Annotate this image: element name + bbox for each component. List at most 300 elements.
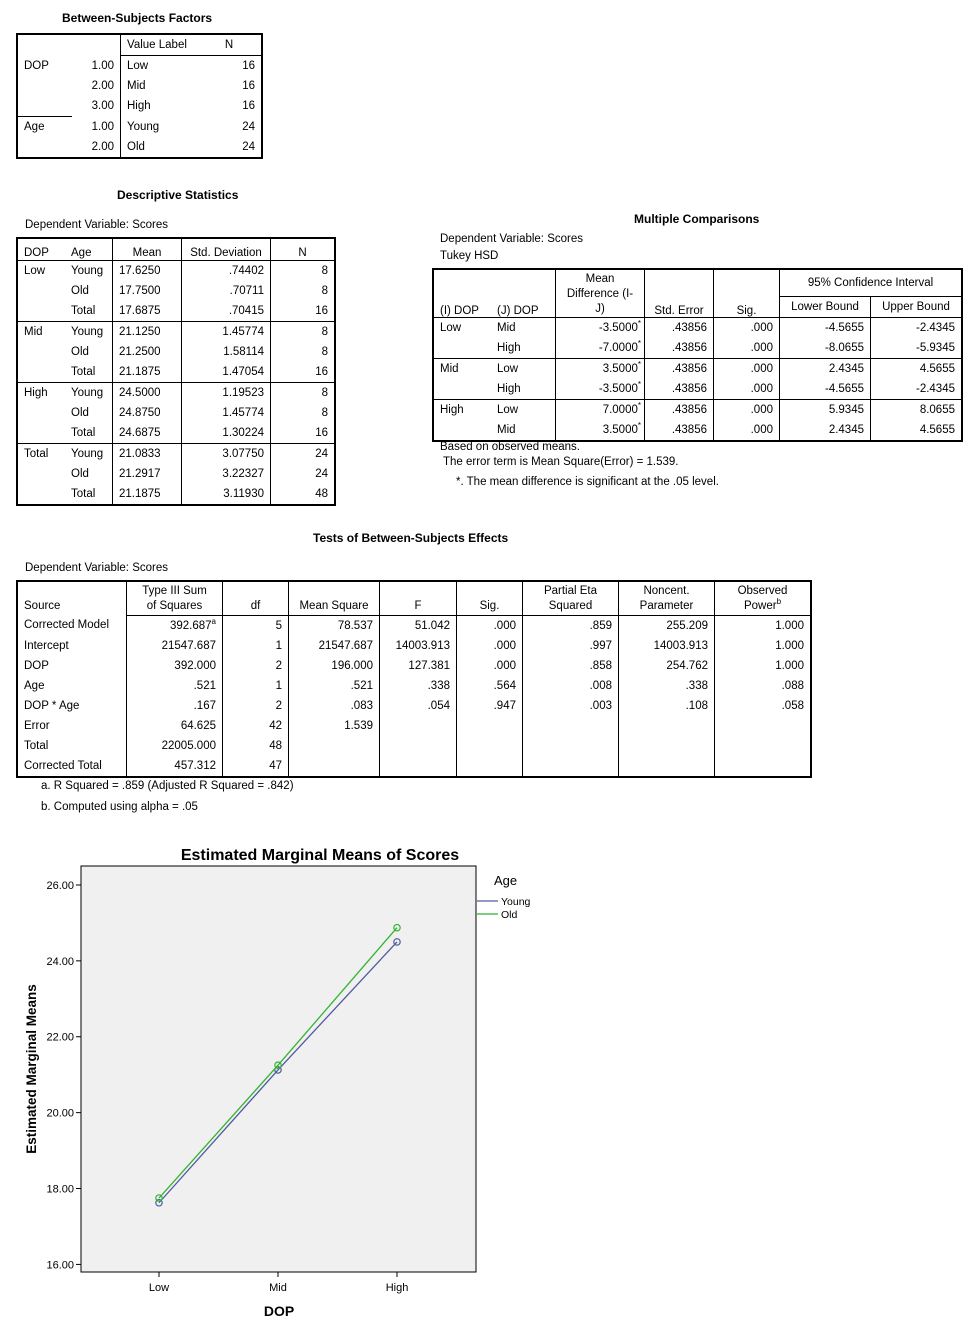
tbse-header-df: df (223, 581, 289, 615)
mc-header-upper: Upper Bound (871, 297, 963, 318)
tbse-row (17, 716, 811, 736)
bsf-row (17, 96, 262, 117)
tbse-row (17, 615, 811, 636)
mc-mean-diff (556, 400, 645, 421)
y-tick-label: 18.00 (46, 1183, 74, 1196)
mc-upper: 4.5655 (871, 420, 963, 441)
tbse-ss-value: 22005.000 (161, 739, 216, 752)
mc-note-error-term: The error term is Mean Square(Error) = 1.539. (440, 456, 679, 468)
tbse-f: .338 (380, 676, 457, 696)
desc-header-mean: Mean (113, 238, 182, 261)
y-axis (46, 880, 81, 1271)
bsf-label: Low (121, 56, 198, 77)
mc-header-i: (I) DOP (440, 305, 479, 317)
desc-mean: 21.2500 (113, 342, 182, 362)
tbse-source: DOP * Age (24, 699, 80, 712)
bsf-header-label: Value Label (121, 34, 198, 56)
tbse-sig: .000 (457, 615, 523, 636)
bsf-row (17, 137, 262, 158)
desc-mean: 24.6875 (113, 423, 182, 444)
mc-std-error: .43856 (645, 338, 714, 359)
tbse-df: 1 (223, 636, 289, 656)
desc-n: 16 (271, 362, 336, 383)
bsf-factor: DOP (17, 56, 72, 77)
tbse-eta: .003 (523, 696, 619, 716)
desc-header-n: N (271, 238, 336, 261)
tbse-ss (127, 636, 223, 656)
bsf-value: 1.00 (91, 59, 114, 72)
mc-upper: -2.4345 (871, 379, 963, 400)
bsf-n: 16 (197, 76, 262, 96)
tbse-ms: 196.000 (289, 656, 380, 676)
desc-n: 8 (271, 403, 336, 423)
tbse-power: 1.000 (715, 656, 812, 676)
bsf-label: Young (121, 117, 198, 138)
mc-j: Low (491, 400, 556, 421)
chart-title: Estimated Marginal Means of Scores (180, 847, 460, 864)
tbse-f (380, 716, 457, 736)
mc-mean-diff-value: 3.5000 (602, 363, 638, 375)
desc-age: Total (71, 305, 96, 317)
tbse-ss (127, 756, 223, 777)
desc-n: 8 (271, 342, 336, 362)
mc-mean-diff (556, 420, 645, 441)
mc-upper: 8.0655 (871, 400, 963, 421)
desc-dop (17, 362, 65, 383)
mc-upper: -2.4345 (871, 318, 963, 339)
desc-n: 16 (271, 423, 336, 444)
legend-label: Young (501, 896, 531, 908)
mc-i (433, 379, 491, 400)
between-subjects-factors-table (16, 33, 263, 159)
mc-row (433, 338, 962, 359)
mc-sig: .000 (714, 318, 780, 339)
desc-row (17, 301, 335, 322)
desc-row (17, 322, 335, 343)
between-subjects-effects-table (16, 580, 812, 778)
tbse-ss (127, 656, 223, 676)
desc-age: Total (71, 488, 96, 500)
x-tick-label: Low (148, 1282, 170, 1294)
desc-dop (17, 342, 65, 362)
tbse-ms: 78.537 (289, 615, 380, 636)
tbse-eta (523, 716, 619, 736)
bsf-row (17, 76, 262, 96)
tbse-noncent: .108 (619, 696, 715, 716)
tbse-ss (127, 696, 223, 716)
bsf-factor (17, 137, 72, 158)
mc-significance-marker: * (637, 421, 641, 431)
mc-sig: .000 (714, 420, 780, 441)
mc-sig: .000 (714, 379, 780, 400)
desc-std: 1.58114 (182, 342, 271, 362)
tbse-eta: .008 (523, 676, 619, 696)
mc-j: Low (491, 359, 556, 380)
tbse-dependent-variable: Dependent Variable: Scores (25, 562, 168, 574)
bsf-label: Old (121, 137, 198, 158)
desc-dop (17, 423, 65, 444)
chart-legend (477, 873, 531, 921)
mc-upper: -5.9345 (871, 338, 963, 359)
y-tick-label: 20.00 (46, 1107, 74, 1120)
mc-i: Mid (433, 359, 491, 380)
tbse-title: Tests of Between-Subjects Effects (313, 531, 509, 545)
tbse-sig (457, 716, 523, 736)
desc-dop (17, 281, 65, 301)
desc-age: Old (71, 346, 89, 358)
mc-j: Mid (497, 424, 516, 436)
tbse-eta: .997 (523, 636, 619, 656)
tbse-ss-value: 21547.687 (161, 639, 216, 652)
desc-age: Young (65, 444, 113, 465)
tbse-df: 2 (223, 696, 289, 716)
mc-title: Multiple Comparisons (634, 212, 760, 226)
tbse-noncent: .338 (619, 676, 715, 696)
bsf-factor (17, 76, 72, 96)
desc-dop (17, 403, 65, 423)
desc-std: 1.47054 (182, 362, 271, 383)
desc-dop: Total (17, 444, 65, 465)
tbse-ms (289, 756, 380, 777)
desc-header-dop: DOP (24, 247, 49, 259)
mc-note-significance: *. The mean difference is significant at the .05 level. (456, 476, 719, 488)
mc-std-error: .43856 (645, 318, 714, 339)
bsf-value: 3.00 (91, 100, 114, 113)
mc-header-lower: Lower Bound (780, 297, 871, 318)
desc-age: Total (71, 427, 96, 439)
desc-std: 1.45774 (182, 403, 271, 423)
mc-header-std-error: Std. Error (645, 269, 714, 318)
mc-j: Mid (491, 318, 556, 339)
desc-n: 48 (271, 484, 336, 505)
desc-row (17, 281, 335, 301)
tbse-note-a: a. R Squared = .859 (Adjusted R Squared = .842) (41, 780, 294, 792)
tbse-eta: .859 (523, 615, 619, 636)
tbse-df: 1 (223, 676, 289, 696)
mc-mean-diff-value: 3.5000 (602, 424, 638, 436)
tbse-power (715, 716, 812, 736)
mc-significance-marker: * (637, 339, 641, 349)
desc-mean: 17.7500 (113, 281, 182, 301)
desc-mean: 17.6875 (113, 301, 182, 322)
tbse-sig (457, 736, 523, 756)
mc-i (433, 420, 491, 441)
x-axis-label: DOP (263, 1303, 295, 1319)
tbse-source: Corrected Model (24, 619, 110, 632)
tbse-power: .088 (715, 676, 812, 696)
bsf-row (17, 117, 262, 138)
mc-lower: 2.4345 (780, 420, 871, 441)
desc-mean: 21.2917 (113, 464, 182, 484)
mc-significance-marker: * (637, 380, 641, 390)
desc-row (17, 484, 335, 505)
tbse-ss-value: .521 (193, 679, 216, 692)
mc-std-error: .43856 (645, 379, 714, 400)
mc-row (433, 359, 962, 380)
multiple-comparisons-table (432, 268, 963, 442)
tbse-header-sig: Sig. (457, 581, 523, 615)
bsf-factor (17, 96, 72, 117)
tbse-row (17, 636, 811, 656)
desc-header-std: Std. Deviation (182, 238, 271, 261)
tbse-row (17, 656, 811, 676)
tbse-df: 47 (223, 756, 289, 777)
tbse-ms: .521 (289, 676, 380, 696)
desc-n: 16 (271, 301, 336, 322)
mc-lower: 2.4345 (780, 359, 871, 380)
tbse-ss (127, 736, 223, 756)
mc-mean-diff-value: -3.5000 (598, 322, 638, 334)
desc-row (17, 261, 335, 282)
y-tick-label: 24.00 (46, 955, 74, 968)
tbse-header-power: Observed Power$^b$ (715, 581, 812, 615)
mc-mean-diff-value: -3.5000 (598, 383, 638, 395)
bsf-factor: Age (17, 117, 72, 138)
mc-mean-diff (556, 379, 645, 400)
tbse-df: 2 (223, 656, 289, 676)
tbse-f: 127.381 (380, 656, 457, 676)
desc-age: Total (71, 366, 96, 378)
tbse-ss-value: 392.687 (169, 619, 212, 632)
mc-j: High (497, 383, 521, 395)
desc-n: 24 (271, 444, 336, 465)
mc-upper: 4.5655 (871, 359, 963, 380)
mc-j: High (497, 342, 521, 354)
mc-row (433, 318, 962, 339)
mc-lower: -4.5655 (780, 318, 871, 339)
desc-row (17, 464, 335, 484)
bsf-n: 24 (197, 137, 262, 158)
mc-note-observed: Based on observed means. (440, 441, 581, 453)
bsf-title: Between-Subjects Factors (62, 11, 213, 25)
desc-n: 24 (271, 464, 336, 484)
bsf-value: 1.00 (91, 120, 114, 133)
desc-mean: 17.6250 (113, 261, 182, 282)
descriptive-statistics-table (16, 237, 336, 506)
bsf-label: Mid (121, 76, 198, 96)
mc-lower: -8.0655 (780, 338, 871, 359)
desc-std: 3.22327 (182, 464, 271, 484)
y-tick-label: 22.00 (46, 1031, 74, 1044)
tbse-f: 51.042 (380, 615, 457, 636)
mc-sig: .000 (714, 338, 780, 359)
mc-header-mean-diff: Mean Difference (I- J) (556, 269, 645, 318)
tbse-source: Total (24, 739, 49, 752)
tbse-header-source: Source (24, 600, 61, 612)
tbse-header-f: F (380, 581, 457, 615)
desc-std: 1.45774 (182, 322, 271, 343)
desc-dop: Low (17, 261, 65, 282)
mc-header-ci: 95% Confidence Interval (780, 269, 963, 297)
tbse-power (715, 736, 812, 756)
desc-std: .70415 (182, 301, 271, 322)
tbse-noncent: 14003.913 (619, 636, 715, 656)
desc-std: .74402 (182, 261, 271, 282)
tbse-note-b: b. Computed using alpha = .05 (41, 801, 198, 813)
desc-std: 1.30224 (182, 423, 271, 444)
tbse-noncent (619, 736, 715, 756)
mc-mean-diff (556, 338, 645, 359)
tbse-row (17, 756, 811, 777)
desc-dop (17, 301, 65, 322)
mc-header-sig: Sig. (714, 269, 780, 318)
desc-mean: 24.5000 (113, 383, 182, 404)
tbse-noncent (619, 716, 715, 736)
tbse-power: 1.000 (715, 636, 812, 656)
mc-std-error: .43856 (645, 359, 714, 380)
desc-age: Young (65, 383, 113, 404)
desc-std: .70711 (182, 281, 271, 301)
desc-mean: 21.0833 (113, 444, 182, 465)
marginal-means-chart (0, 835, 560, 1325)
desc-title: Descriptive Statistics (117, 188, 239, 202)
tbse-header-noncent: Noncent. Parameter (619, 581, 715, 615)
tbse-source: Intercept (24, 639, 69, 652)
desc-age: Old (71, 285, 89, 297)
x-axis (149, 1272, 408, 1294)
tbse-eta (523, 736, 619, 756)
desc-dop: High (17, 383, 65, 404)
tbse-source: Corrected Total (24, 759, 102, 772)
tbse-header-ss: Type III Sum of Squares (127, 581, 223, 615)
desc-std: 1.19523 (182, 383, 271, 404)
tbse-source: DOP (24, 659, 49, 672)
desc-row (17, 342, 335, 362)
desc-mean: 21.1250 (113, 322, 182, 343)
tbse-ss (127, 716, 223, 736)
mc-method: Tukey HSD (440, 250, 499, 262)
tbse-ss-value: 64.625 (180, 719, 216, 732)
tbse-f (380, 736, 457, 756)
bsf-n: 16 (197, 56, 262, 77)
desc-mean: 21.1875 (113, 362, 182, 383)
desc-n: 8 (271, 322, 336, 343)
bsf-header-n: N (197, 34, 262, 56)
mc-i: Low (433, 318, 491, 339)
tbse-noncent: 254.762 (619, 656, 715, 676)
desc-age: Young (65, 261, 113, 282)
tbse-df: 5 (223, 615, 289, 636)
mc-mean-diff (556, 318, 645, 339)
tbse-sig: .947 (457, 696, 523, 716)
mc-std-error: .43856 (645, 400, 714, 421)
mc-lower: 5.9345 (780, 400, 871, 421)
desc-row (17, 423, 335, 444)
mc-mean-diff-value: -7.0000 (598, 342, 638, 354)
tbse-footnote-marker: a (211, 616, 216, 626)
desc-age: Young (65, 322, 113, 343)
mc-significance-marker: * (637, 319, 641, 329)
desc-row (17, 444, 335, 465)
tbse-power (715, 756, 812, 777)
desc-n: 8 (271, 383, 336, 404)
bsf-value: 2.00 (72, 137, 121, 158)
tbse-noncent: 255.209 (619, 615, 715, 636)
y-tick-label: 26.00 (46, 879, 74, 892)
tbse-noncent (619, 756, 715, 777)
desc-std: 3.07750 (182, 444, 271, 465)
desc-row (17, 383, 335, 404)
tbse-sig: .564 (457, 676, 523, 696)
tbse-eta: .858 (523, 656, 619, 676)
desc-mean: 21.1875 (113, 484, 182, 505)
mc-row (433, 400, 962, 421)
x-tick-label: Mid (269, 1282, 287, 1294)
desc-header-age: Age (71, 247, 92, 259)
y-axis-label: Estimated Marginal Means (24, 984, 39, 1154)
tbse-ss (127, 676, 223, 696)
mc-header-j: (J) DOP (497, 305, 539, 317)
y-tick-label: 16.00 (46, 1259, 74, 1272)
mc-row (433, 420, 962, 441)
tbse-f: 14003.913 (380, 636, 457, 656)
bsf-n: 24 (197, 117, 262, 138)
desc-row (17, 403, 335, 423)
tbse-ss (127, 615, 223, 636)
mc-std-error: .43856 (645, 420, 714, 441)
desc-dependent-variable: Dependent Variable: Scores (25, 219, 168, 231)
tbse-header-ms: Mean Square (289, 581, 380, 615)
desc-row (17, 362, 335, 383)
bsf-n: 16 (197, 96, 262, 117)
tbse-ms (289, 736, 380, 756)
mc-significance-marker: * (637, 401, 641, 411)
bsf-value: 2.00 (91, 80, 114, 92)
tbse-power: 1.000 (715, 615, 812, 636)
tbse-ms: 21547.687 (289, 636, 380, 656)
desc-mean: 24.8750 (113, 403, 182, 423)
mc-sig: .000 (714, 400, 780, 421)
x-tick-label: High (385, 1282, 409, 1294)
mc-row (433, 379, 962, 400)
legend-label: Old (501, 909, 518, 921)
desc-dop (17, 484, 65, 505)
mc-mean-diff-value: 7.0000 (602, 404, 638, 416)
mc-significance-marker: * (637, 360, 641, 370)
tbse-df: 42 (223, 716, 289, 736)
tbse-df: 48 (223, 736, 289, 756)
mc-sig: .000 (714, 359, 780, 380)
mc-mean-diff (556, 359, 645, 380)
tbse-f: .054 (380, 696, 457, 716)
tbse-row (17, 696, 811, 716)
desc-n: 8 (271, 261, 336, 282)
desc-age: Old (71, 407, 89, 419)
tbse-sig: .000 (457, 636, 523, 656)
tbse-sig: .000 (457, 656, 523, 676)
legend-title: Age (494, 873, 518, 888)
tbse-ss-value: .167 (193, 699, 216, 712)
desc-std: 3.11930 (182, 484, 271, 505)
desc-dop (17, 464, 65, 484)
tbse-ms: .083 (289, 696, 380, 716)
tbse-power: .058 (715, 696, 812, 716)
mc-i (433, 338, 491, 359)
tbse-sig (457, 756, 523, 777)
tbse-row (17, 676, 811, 696)
mc-i: High (433, 400, 491, 421)
tbse-ss-value: 392.000 (174, 659, 216, 672)
tbse-source: Error (24, 719, 50, 732)
bsf-row (17, 56, 262, 77)
tbse-ss-value: 457.312 (174, 759, 216, 772)
tbse-header-eta: Partial Eta Squared (523, 581, 619, 615)
tbse-row (17, 736, 811, 756)
tbse-source: Age (24, 679, 45, 692)
bsf-label: High (121, 96, 198, 117)
tbse-f (380, 756, 457, 777)
tbse-eta (523, 756, 619, 777)
